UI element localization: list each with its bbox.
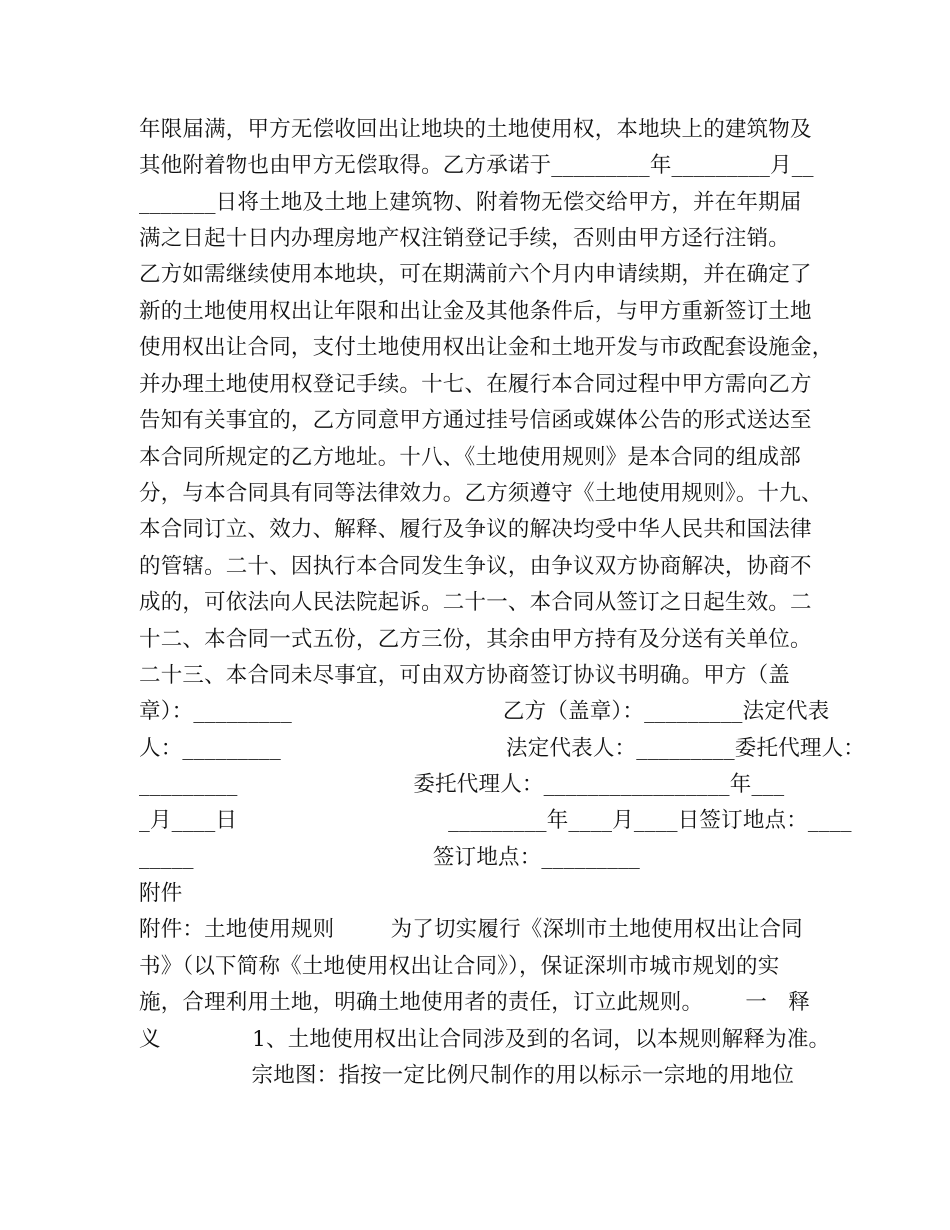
text-line: 乙方如需继续使用本地块，可在期满前六个月内申请续期，并在确定了 (139, 262, 812, 287)
text-line: 义 1、土地使用权出让合同涉及到的名词，以本规则解释为准。 (139, 1027, 831, 1052)
text-line: 告知有关事宜的，乙方同意甲方通过挂号信函或媒体公告的形式送达至 (139, 408, 812, 433)
text-line: 十二、本合同一式五份，乙方三份，其余由甲方持有及分送有关单位。 (139, 627, 812, 652)
signature-line: 人：_________ 法定代表人：_________委托代理人： (139, 736, 865, 761)
text-line: 年限届满，甲方无偿收回出让地块的土地使用权，本地块上的建筑物及 (139, 117, 812, 142)
text-line: 附件：土地使用规则 为了切实履行《深圳市土地使用权出让合同 (139, 917, 803, 942)
text-line: 宗地图：指按一定比例尺制作的用以标示一宗地的用地位 (139, 1063, 795, 1088)
text-line: 的管辖。二十、因执行本合同发生争议，由争议双方协商解决，协商不 (139, 554, 812, 579)
text-line: 新的土地使用权出让年限和出让金及其他条件后，与甲方重新签订土地 (139, 299, 812, 324)
text-line: 成的，可依法向人民法院起诉。二十一、本合同从签订之日起生效。二 (139, 590, 812, 615)
text-line: _______日将土地及土地上建筑物、附着物无偿交给甲方，并在年期届 (139, 190, 802, 215)
signature-line: _____ 签订地点：_________ (139, 845, 640, 870)
signature-line: 章）：_________ 乙方（盖章）：_________法定代表 (139, 699, 830, 724)
text-line: 满之日起十日内办理房地产权注销登记手续，否则由甲方迳行注销。 (139, 226, 791, 251)
text-line: 书》（以下简称《土地使用权出让合同》），保证深圳市城市规划的实 (139, 954, 780, 979)
text-line: 二十三、本合同未尽事宜，可由双方协商签订协议书明确。甲方（盖 (139, 663, 791, 688)
text-line: 施，合理利用土地，明确土地使用者的责任，订立此规则。 一 释 (139, 990, 810, 1015)
signature-line: _月____日 _________年____月____日签订地点：____ (139, 808, 852, 833)
signature-line: _________ 委托代理人：_________________年___ (139, 772, 785, 797)
text-line: 本合同所规定的乙方地址。十八、《土地使用规则》是本合同的组成部 (139, 445, 801, 470)
text-line: 分，与本合同具有同等法律效力。乙方须遵守《土地使用规则》。十九、 (139, 481, 823, 506)
text-line: 使用权出让合同，支付土地使用权出让金和土地开发与市政配套设施金， (139, 335, 834, 360)
section-heading: 附件 (139, 881, 183, 906)
text-line: 并办理土地使用权登记手续。十七、在履行本合同过程中甲方需向乙方 (139, 372, 812, 397)
text-line: 其他附着物也由甲方无偿取得。乙方承诺于_________年_________月__ (139, 153, 814, 178)
text-line: 本合同订立、效力、解释、履行及争议的解决均受中华人民共和国法律 (139, 517, 812, 542)
